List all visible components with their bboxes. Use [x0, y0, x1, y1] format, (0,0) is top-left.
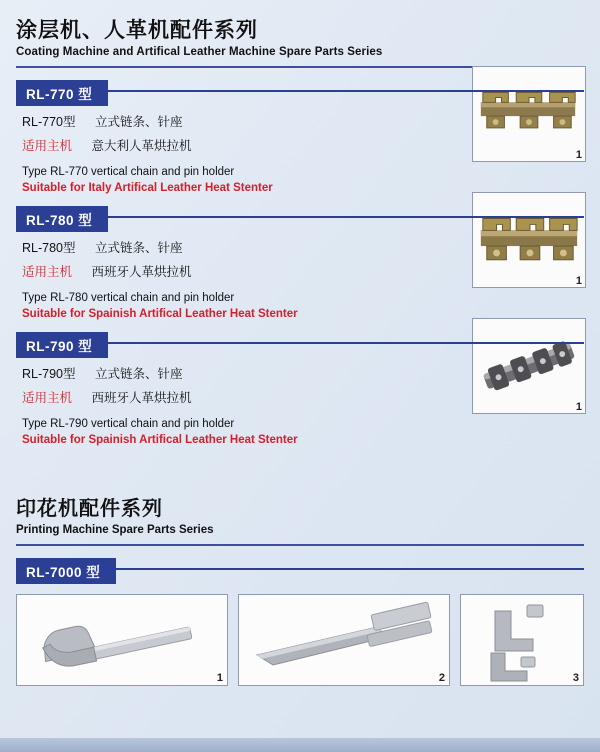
cn-desc: 立式链条、针座 — [94, 367, 183, 381]
section2-subtitle: Printing Machine Spare Parts Series — [16, 524, 214, 536]
product-block-rl-770 — [14, 80, 586, 198]
cn-model: RL-770型 — [22, 115, 76, 129]
chain-pin-holder-illustration — [473, 67, 585, 161]
rl-780-chain-photo — [472, 192, 586, 288]
model-banner-label: RL-770 型 — [16, 80, 108, 106]
cn-description-line — [22, 364, 434, 382]
en-description: Type RL-790 vertical chain and pin holder — [22, 418, 235, 430]
cn-suitable-label: 适用主机 — [22, 139, 73, 153]
roller-chain-illustration — [473, 319, 585, 413]
blade-holder-illustration — [461, 595, 584, 686]
squeegee-blade-illustration — [239, 595, 450, 686]
photo-number: 1 — [575, 401, 582, 413]
cn-desc: 立式链条、针座 — [94, 115, 183, 129]
cn-suitable-label: 适用主机 — [22, 265, 73, 279]
cn-model: RL-780型 — [22, 241, 76, 255]
chain-pin-holder-illustration — [473, 193, 585, 287]
photo-number: 1 — [575, 275, 582, 287]
en-suitable: Suitable for Spainish Artifical Leather Heat Stenter — [22, 308, 298, 320]
rl-770-chain-photo — [472, 66, 586, 162]
cn-machine: 意大利人革烘拉机 — [91, 139, 192, 153]
cn-model: RL-790型 — [22, 367, 76, 381]
model-banner-label: RL-780 型 — [16, 206, 108, 232]
rl-7000-blade-photo-1 — [16, 594, 228, 686]
model-banner-rl-7000 — [16, 558, 584, 580]
photo-number: 1 — [216, 672, 223, 684]
cn-machine: 西班牙人革烘拉机 — [91, 391, 192, 405]
squeegee-blade-illustration — [17, 595, 228, 686]
photo-number: 2 — [438, 672, 445, 684]
rl-7000-gallery — [16, 594, 584, 686]
product-block-rl-780 — [14, 206, 586, 324]
cn-machine: 西班牙人革烘拉机 — [91, 265, 192, 279]
page-title: 涂层机、人革机配件系列 — [16, 19, 258, 42]
section2-divider — [16, 544, 584, 546]
page-subtitle: Coating Machine and Artifical Leather Machine Spare Parts Series — [16, 46, 383, 58]
product-block-rl-790 — [14, 332, 586, 450]
section2-title: 印花机配件系列 — [16, 498, 163, 520]
cn-desc: 立式链条、针座 — [94, 241, 183, 255]
rl-790-chain-photo — [472, 318, 586, 414]
page-footer-bar — [0, 738, 600, 752]
cn-machine-line — [22, 388, 434, 406]
product-description — [14, 238, 434, 320]
en-description: Type RL-770 vertical chain and pin holder — [22, 166, 235, 178]
cn-description-line — [22, 238, 434, 256]
photo-number: 1 — [575, 149, 582, 161]
cn-machine-line — [22, 262, 434, 280]
rl-7000-blade-photo-3 — [460, 594, 584, 686]
cn-suitable-label: 适用主机 — [22, 391, 73, 405]
model-banner-label: RL-790 型 — [16, 332, 108, 358]
en-description: Type RL-780 vertical chain and pin holder — [22, 292, 235, 304]
photo-number: 3 — [572, 672, 579, 684]
cn-description-line — [22, 112, 434, 130]
en-suitable: Suitable for Italy Artifical Leather Heat Stenter — [22, 182, 273, 194]
en-suitable: Suitable for Spainish Artifical Leather Heat Stenter — [22, 434, 298, 446]
model-banner-label: RL-7000 型 — [16, 558, 116, 584]
cn-machine-line — [22, 136, 434, 154]
rl-7000-blade-photo-2 — [238, 594, 450, 686]
product-description — [14, 364, 434, 446]
product-description — [14, 112, 434, 194]
